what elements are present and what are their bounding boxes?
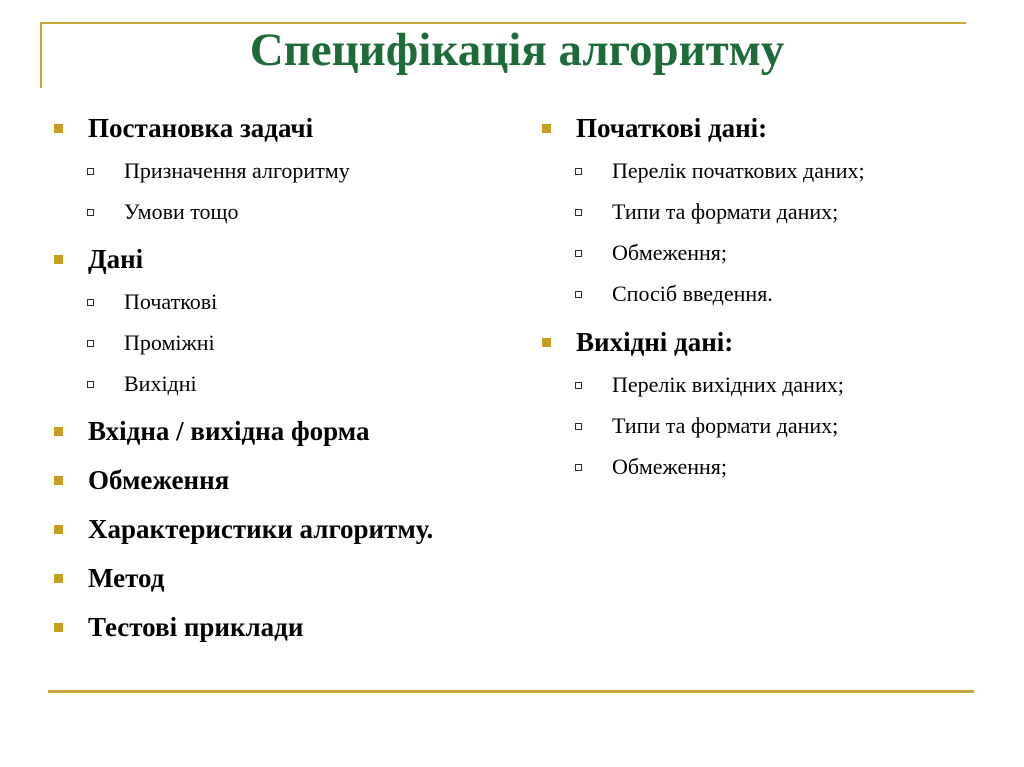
hollow-square-bullet-icon	[87, 381, 94, 388]
bullet-text: Початкові дані:	[576, 113, 768, 143]
bullet-item	[52, 611, 522, 643]
sub-bullet-text: Вихідні	[124, 371, 197, 396]
sub-bullet-item	[540, 239, 980, 267]
sub-bullet-item	[52, 157, 522, 185]
sub-bullet-text: Перелік початкових даних;	[612, 158, 865, 183]
bullet-text: Вихідні дані:	[576, 327, 734, 357]
sub-bullet-text: Призначення алгоритму	[124, 158, 350, 183]
square-bullet-icon	[54, 623, 63, 632]
bullet-text: Характеристики алгоритму.	[88, 514, 434, 544]
bullet-item	[52, 415, 522, 447]
sub-bullet-text: Проміжні	[124, 330, 215, 355]
hollow-square-bullet-icon	[87, 340, 94, 347]
bullet-text: Постановка задачі	[88, 113, 314, 143]
sub-bullet-text: Типи та формати даних;	[612, 413, 839, 438]
hollow-square-bullet-icon	[87, 168, 94, 175]
sub-bullet-text: Обмеження;	[612, 454, 728, 479]
bullet-item	[52, 243, 522, 275]
bullet-text: Дані	[88, 244, 144, 274]
bullet-item	[540, 112, 980, 144]
square-bullet-icon	[54, 124, 63, 133]
bullet-text: Метод	[88, 563, 165, 593]
sub-bullet-text: Перелік вихідних даних;	[612, 372, 844, 397]
square-bullet-icon	[54, 525, 63, 534]
square-bullet-icon	[54, 427, 63, 436]
slide-title: Специфікація алгоритму	[249, 24, 785, 76]
sub-bullet-text: Обмеження;	[612, 240, 728, 265]
sub-bullet-item	[52, 288, 522, 316]
bullet-item	[52, 464, 522, 496]
sub-bullet-text: Початкові	[124, 289, 218, 314]
hollow-square-bullet-icon	[87, 209, 94, 216]
bullet-item	[540, 326, 980, 358]
hollow-square-bullet-icon	[575, 168, 582, 175]
sub-bullet-item	[540, 412, 980, 440]
sub-bullet-item	[540, 198, 980, 226]
hollow-square-bullet-icon	[575, 250, 582, 257]
sub-bullet-item	[52, 370, 522, 398]
left-bullet-list	[52, 108, 522, 643]
hollow-square-bullet-icon	[575, 464, 582, 471]
sub-bullet-item	[52, 198, 522, 226]
right-bullet-list	[540, 108, 980, 481]
sub-bullet-item	[540, 453, 980, 481]
bottom-rule	[48, 690, 974, 693]
sub-bullet-item	[540, 157, 980, 185]
bullet-text: Обмеження	[88, 465, 230, 495]
square-bullet-icon	[542, 338, 551, 347]
sub-bullet-text: Спосіб введення.	[612, 281, 773, 306]
bullet-text: Тестові приклади	[88, 612, 304, 642]
sub-bullet-text: Умови тощо	[124, 199, 239, 224]
square-bullet-icon	[54, 476, 63, 485]
square-bullet-icon	[54, 574, 63, 583]
square-bullet-icon	[542, 124, 551, 133]
sub-bullet-item	[540, 280, 980, 308]
hollow-square-bullet-icon	[575, 382, 582, 389]
square-bullet-icon	[54, 255, 63, 264]
bullet-item	[52, 513, 522, 545]
sub-bullet-item	[52, 329, 522, 357]
sub-bullet-item	[540, 371, 980, 399]
hollow-square-bullet-icon	[87, 299, 94, 306]
bullet-text: Вхідна / вихідна форма	[88, 416, 370, 446]
sub-bullet-text: Типи та формати даних;	[612, 199, 839, 224]
hollow-square-bullet-icon	[575, 209, 582, 216]
bullet-item	[52, 112, 522, 144]
hollow-square-bullet-icon	[575, 423, 582, 430]
hollow-square-bullet-icon	[575, 291, 582, 298]
bullet-item	[52, 562, 522, 594]
